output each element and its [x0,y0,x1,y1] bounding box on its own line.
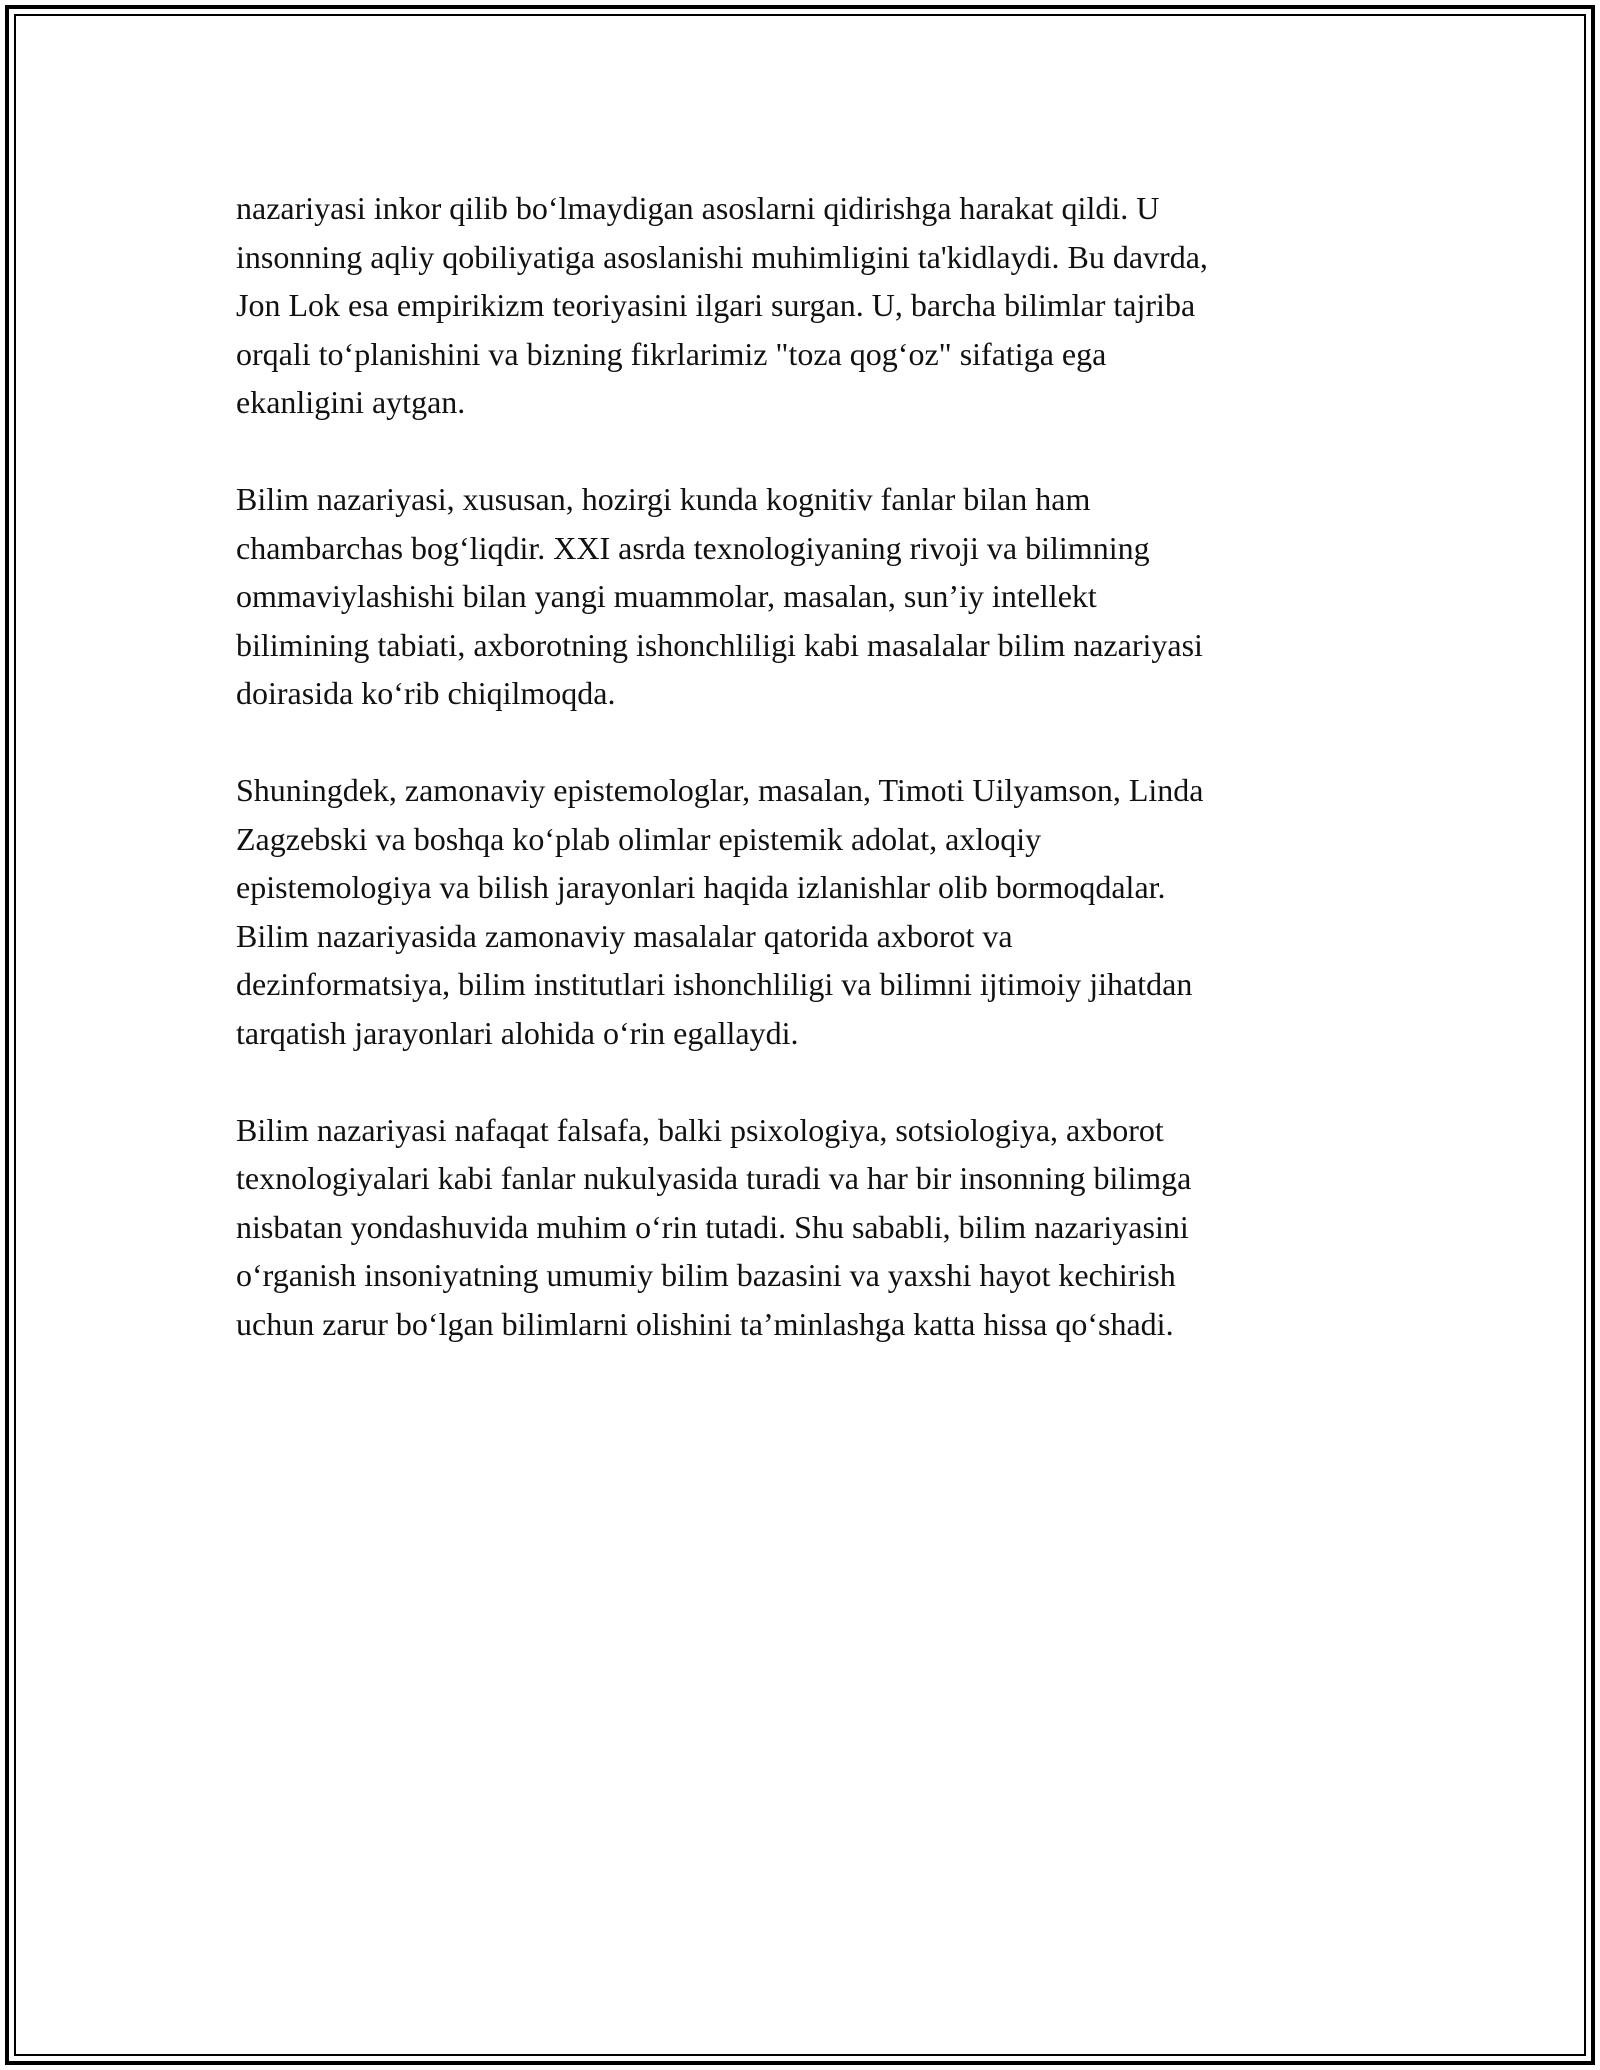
text-line: nisbatan yondashuvida muhim o‘rin tutadi. Shu sababli, bilim nazariyasini [236,1208,1189,1245]
text-line: insonning aqliy qobiliyatiga asoslanishi muhimligini ta'kidlaydi. Bu davrda, [236,238,1208,275]
text-line: ekanligini aytgan. [236,384,466,420]
paragraph-4 [236,1106,1366,1349]
text-line: uchun zarur bo‘lgan bilimlarni olishini ta’minlashga katta hissa qo‘shadi. [236,1305,1174,1342]
text-line: Zagzebski va boshqa ko‘plab olimlar epistemik adolat, axloqiy [236,820,1042,857]
text-line: Bilim nazariyasi nafaqat falsafa, balki psixologiya, sotsiologiya, axborot [236,1111,1164,1148]
text-line: dezinformatsiya, bilim institutlari ishonchliligi va bilimni ijtimoiy jihatdan [236,966,1193,1002]
text-line: o‘rganish insoniyatning umumiy bilim bazasini va yaxshi hayot kechirish [236,1257,1176,1293]
text-line: chambarchas bog‘liqdir. XXI asrda texnologiyaning rivoji va bilimning [236,529,1150,566]
text-line: Shuningdek, zamonaviy epistemologlar, masalan, Timoti Uilyamson, Linda [236,772,1204,808]
paragraph-1 [236,184,1366,427]
paragraph-3 [236,766,1366,1057]
text-line: orqali to‘planishini va bizning fikrlarimiz "toza qog‘oz" sifatiga ega [236,335,1107,372]
text-line: Bilim nazariyasi, xususan, hozirgi kunda kognitiv fanlar bilan ham [236,481,1091,517]
text-line: ommaviylashishi bilan yangi muammolar, masalan, sun’iy intellekt [236,578,1097,614]
text-line: tarqatish jarayonlari alohida o‘rin egallaydi. [236,1014,799,1051]
text-line: nazariyasi inkor qilib bo‘lmaydigan asoslarni qidirishga harakat qildi. U [236,190,1160,226]
text-line: Jon Lok esa empirikizm teoriyasini ilgari surgan. U, barcha bilimlar tajriba [236,287,1196,323]
document-body [236,184,1366,1397]
text-line: bilimining tabiati, axborotning ishonchliligi kabi masalalar bilim nazariyasi [236,626,1203,663]
text-line: Bilim nazariyasida zamonaviy masalalar qatorida axborot va [236,917,1013,954]
paragraph-2 [236,475,1366,718]
text-line: doirasida ko‘rib chiqilmoqda. [236,675,616,711]
text-line: texnologiyalari kabi fanlar nukulyasida turadi va har bir insonning bilimga [236,1160,1192,1196]
text-line: epistemologiya va bilish jarayonlari haqida izlanishlar olib bormoqdalar. [236,869,1166,905]
